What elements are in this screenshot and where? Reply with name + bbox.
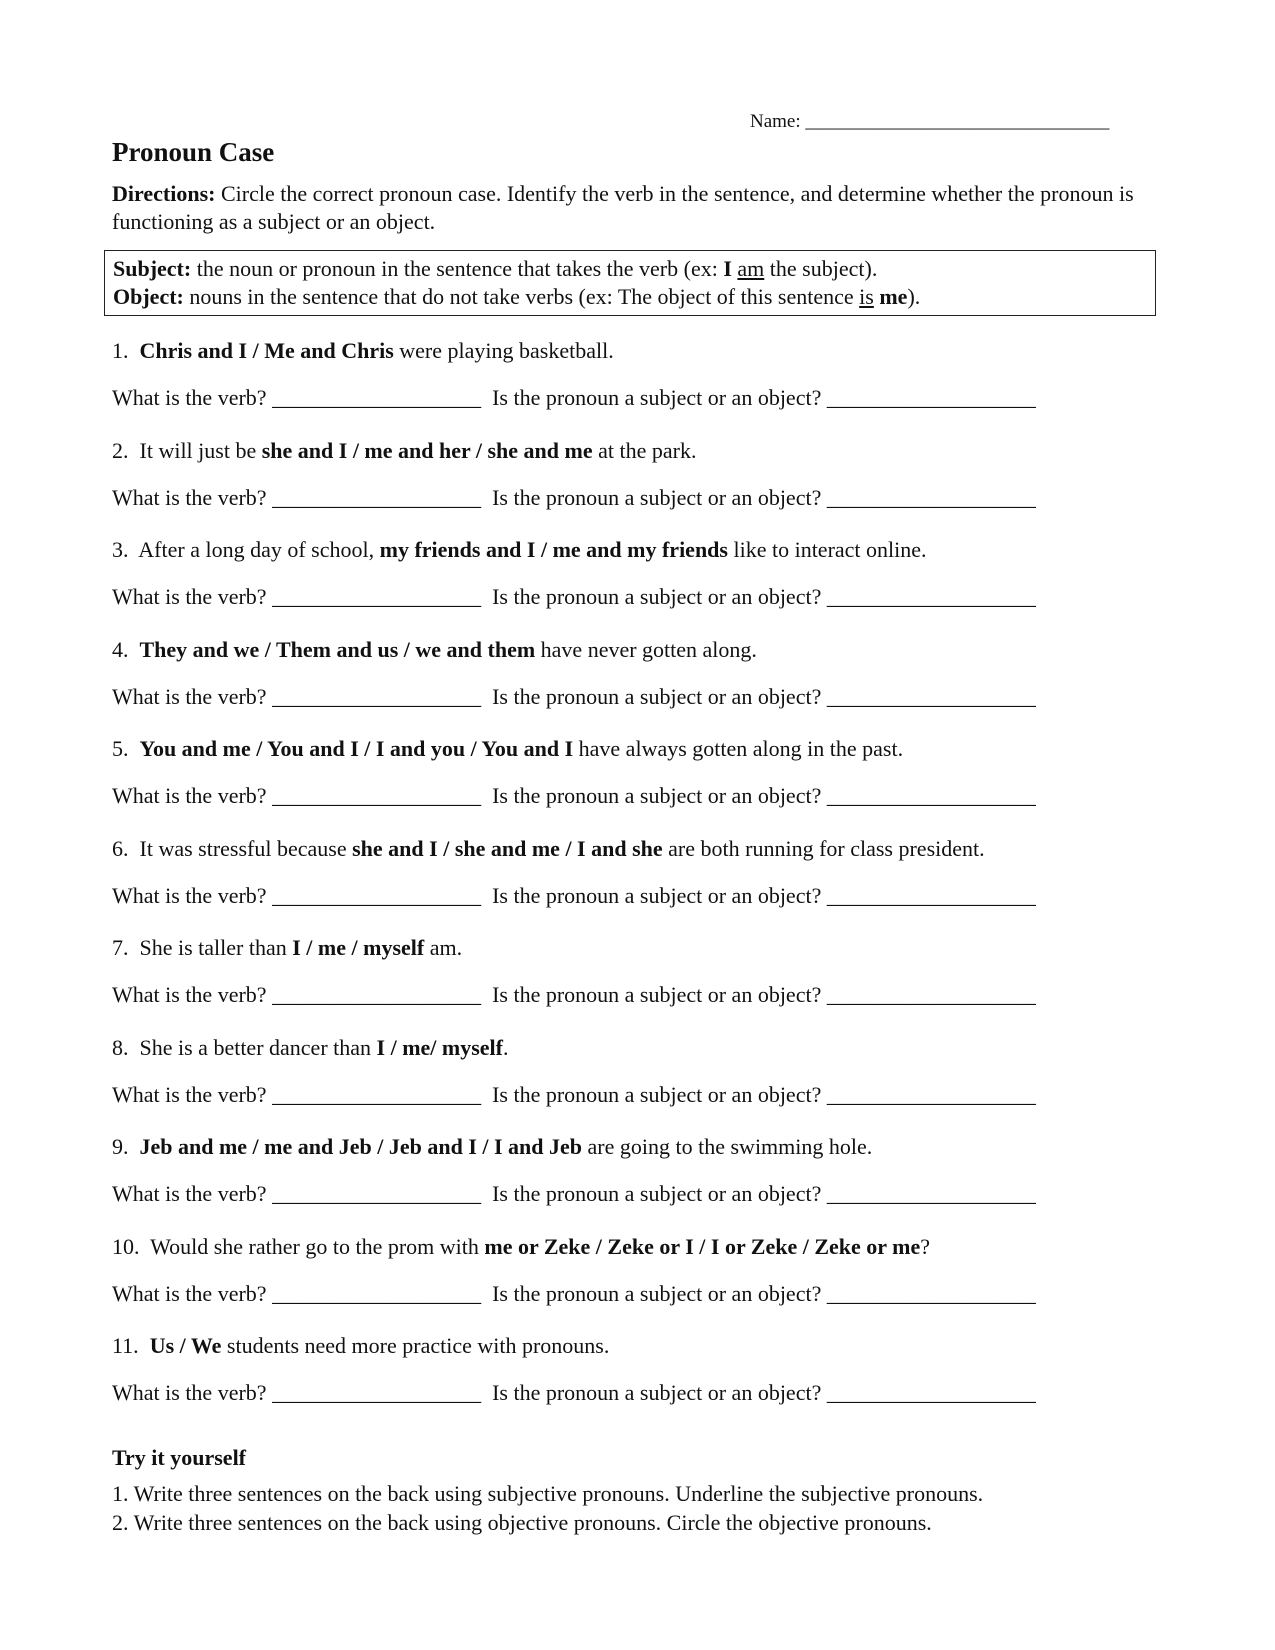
pronoun-choices: They and we / Them and us / we and them — [139, 637, 536, 662]
answer-line — [112, 583, 1172, 611]
question-text: She is taller than — [139, 935, 293, 960]
try-it-heading: Try it yourself — [112, 1445, 247, 1470]
question-text: students need more practice with pronouns. — [221, 1333, 610, 1358]
try-it-item: 1. Write three sentences on the back using subjective pronouns. Underline the subjective pronouns. — [112, 1481, 984, 1506]
role-prompt: Is the pronoun a subject or an object? — [481, 883, 827, 908]
answer-line — [112, 1379, 1172, 1407]
pronoun-choices: my friends and I / me and my friends — [379, 537, 728, 562]
role-prompt: Is the pronoun a subject or an object? — [481, 1281, 827, 1306]
role-answer-blank[interactable]: ___________________ — [826, 584, 1036, 609]
verb-answer-blank[interactable]: ___________________ — [272, 684, 482, 709]
directions-label: Directions: — [112, 181, 216, 206]
role-answer-blank[interactable]: ___________________ — [826, 385, 1036, 410]
subject-definition: Subject: the noun or pronoun in the sentence that takes the verb (ex: I am the subject). — [113, 256, 878, 281]
question-8 — [112, 1034, 1172, 1062]
object-definition: Object: nouns in the sentence that do not take verbs (ex: The object of this sentence is me). — [113, 283, 921, 309]
question-text: have never gotten along. — [535, 637, 757, 662]
question-text: 10. — [112, 1234, 151, 1259]
verb-answer-blank[interactable]: ___________________ — [272, 584, 482, 609]
question-11 — [112, 1332, 1172, 1360]
pronoun-choices: Us / We — [149, 1333, 222, 1358]
verb-answer-blank[interactable]: ___________________ — [272, 1181, 482, 1206]
role-answer-blank[interactable]: ___________________ — [826, 684, 1036, 709]
question-text: 6. — [112, 836, 140, 861]
role-answer-blank[interactable]: ___________________ — [826, 982, 1036, 1007]
question-text: 8. — [112, 1035, 140, 1060]
role-prompt: Is the pronoun a subject or an object? — [481, 584, 827, 609]
verb-prompt: What is the verb? — [112, 584, 273, 609]
answer-line — [112, 981, 1172, 1009]
question-text: ? — [920, 1234, 931, 1259]
verb-answer-blank[interactable]: ___________________ — [272, 783, 482, 808]
role-prompt: Is the pronoun a subject or an object? — [481, 1082, 827, 1107]
role-prompt: Is the pronoun a subject or an object? — [481, 684, 827, 709]
question-text: 1. — [112, 338, 140, 363]
answer-line — [112, 1280, 1172, 1308]
directions-text: Circle the correct pronoun case. Identify the verb in the sentence, and determine whether the pronoun is functioning as a subject or an object. — [112, 181, 1134, 234]
question-text: It will just be — [139, 438, 262, 463]
answer-line — [112, 1180, 1172, 1208]
answer-line — [112, 1081, 1172, 1109]
verb-answer-blank[interactable]: ___________________ — [272, 1380, 482, 1405]
verb-prompt: What is the verb? — [112, 982, 273, 1007]
question-text: After a long day of school, — [138, 537, 380, 562]
try-it-item: 2. Write three sentences on the back using objective pronouns. Circle the objective pronouns. — [112, 1510, 932, 1535]
directions — [112, 180, 1172, 235]
question-4 — [112, 636, 1172, 664]
answer-line — [112, 384, 1172, 412]
pronoun-choices: me or Zeke / Zeke or I / I or Zeke / Zeke or me — [484, 1234, 921, 1259]
question-2 — [112, 437, 1172, 465]
question-text: are both running for class president. — [662, 836, 985, 861]
question-text: 11. — [112, 1333, 150, 1358]
question-text: 9. — [112, 1134, 140, 1159]
question-1 — [112, 337, 1172, 365]
role-prompt: Is the pronoun a subject or an object? — [481, 385, 827, 410]
question-5 — [112, 735, 1172, 763]
role-answer-blank[interactable]: ___________________ — [826, 1082, 1036, 1107]
question-text: 7. — [112, 935, 140, 960]
pronoun-choices: I / me/ myself — [376, 1035, 503, 1060]
verb-prompt: What is the verb? — [112, 1380, 273, 1405]
verb-answer-blank[interactable]: ___________________ — [272, 883, 482, 908]
page-title: Pronoun Case — [112, 137, 275, 167]
question-9 — [112, 1133, 1172, 1161]
answer-line — [112, 882, 1172, 910]
question-text: at the park. — [592, 438, 697, 463]
verb-answer-blank[interactable]: ___________________ — [272, 385, 482, 410]
question-6 — [112, 835, 1172, 863]
question-text: like to interact online. — [727, 537, 927, 562]
verb-prompt: What is the verb? — [112, 485, 273, 510]
question-text: have always gotten along in the past. — [573, 736, 904, 761]
definitions-box — [104, 250, 1156, 316]
verb-prompt: What is the verb? — [112, 1281, 273, 1306]
verb-prompt: What is the verb? — [112, 1181, 273, 1206]
question-text: were playing basketball. — [393, 338, 614, 363]
pronoun-choices: You and me / You and I / I and you / You and I — [139, 736, 574, 761]
name-line: Name: ________________________________ — [750, 111, 1110, 132]
role-prompt: Is the pronoun a subject or an object? — [481, 783, 827, 808]
question-text: She is a better dancer than — [139, 1035, 377, 1060]
role-answer-blank[interactable]: ___________________ — [826, 485, 1036, 510]
answer-line — [112, 683, 1172, 711]
question-text: am. — [424, 935, 463, 960]
question-text: 5. — [112, 736, 140, 761]
verb-prompt: What is the verb? — [112, 783, 273, 808]
question-7 — [112, 934, 1172, 962]
role-prompt: Is the pronoun a subject or an object? — [481, 485, 827, 510]
verb-answer-blank[interactable]: ___________________ — [272, 485, 482, 510]
question-3 — [112, 536, 1172, 564]
role-answer-blank[interactable]: ___________________ — [826, 1380, 1036, 1405]
verb-prompt: What is the verb? — [112, 1082, 273, 1107]
pronoun-choices: she and I / me and her / she and me — [261, 438, 593, 463]
role-answer-blank[interactable]: ___________________ — [826, 783, 1036, 808]
question-text: are going to the swimming hole. — [582, 1134, 873, 1159]
verb-prompt: What is the verb? — [112, 883, 273, 908]
answer-line — [112, 484, 1172, 512]
question-text: 2. — [112, 438, 140, 463]
verb-answer-blank[interactable]: ___________________ — [272, 982, 482, 1007]
answer-line — [112, 782, 1172, 810]
verb-answer-blank[interactable]: ___________________ — [272, 1281, 482, 1306]
role-prompt: Is the pronoun a subject or an object? — [481, 1380, 827, 1405]
role-prompt: Is the pronoun a subject or an object? — [481, 982, 827, 1007]
question-text: 3. — [112, 537, 139, 562]
question-text: It was stressful because — [139, 836, 353, 861]
pronoun-choices: Jeb and me / me and Jeb / Jeb and I / I and Jeb — [139, 1134, 583, 1159]
role-answer-blank[interactable]: ___________________ — [826, 1281, 1036, 1306]
question-10 — [112, 1233, 1172, 1261]
pronoun-choices: she and I / she and me / I and she — [352, 836, 663, 861]
role-answer-blank[interactable]: ___________________ — [826, 883, 1036, 908]
verb-prompt: What is the verb? — [112, 684, 273, 709]
pronoun-choices: I / me / myself — [292, 935, 425, 960]
role-prompt: Is the pronoun a subject or an object? — [481, 1181, 827, 1206]
verb-prompt: What is the verb? — [112, 385, 273, 410]
question-text: . — [502, 1035, 509, 1060]
question-text: Would she rather go to the prom with — [150, 1234, 485, 1259]
verb-answer-blank[interactable]: ___________________ — [272, 1082, 482, 1107]
role-answer-blank[interactable]: ___________________ — [826, 1181, 1036, 1206]
pronoun-choices: Chris and I / Me and Chris — [139, 338, 394, 363]
question-text: 4. — [112, 637, 140, 662]
